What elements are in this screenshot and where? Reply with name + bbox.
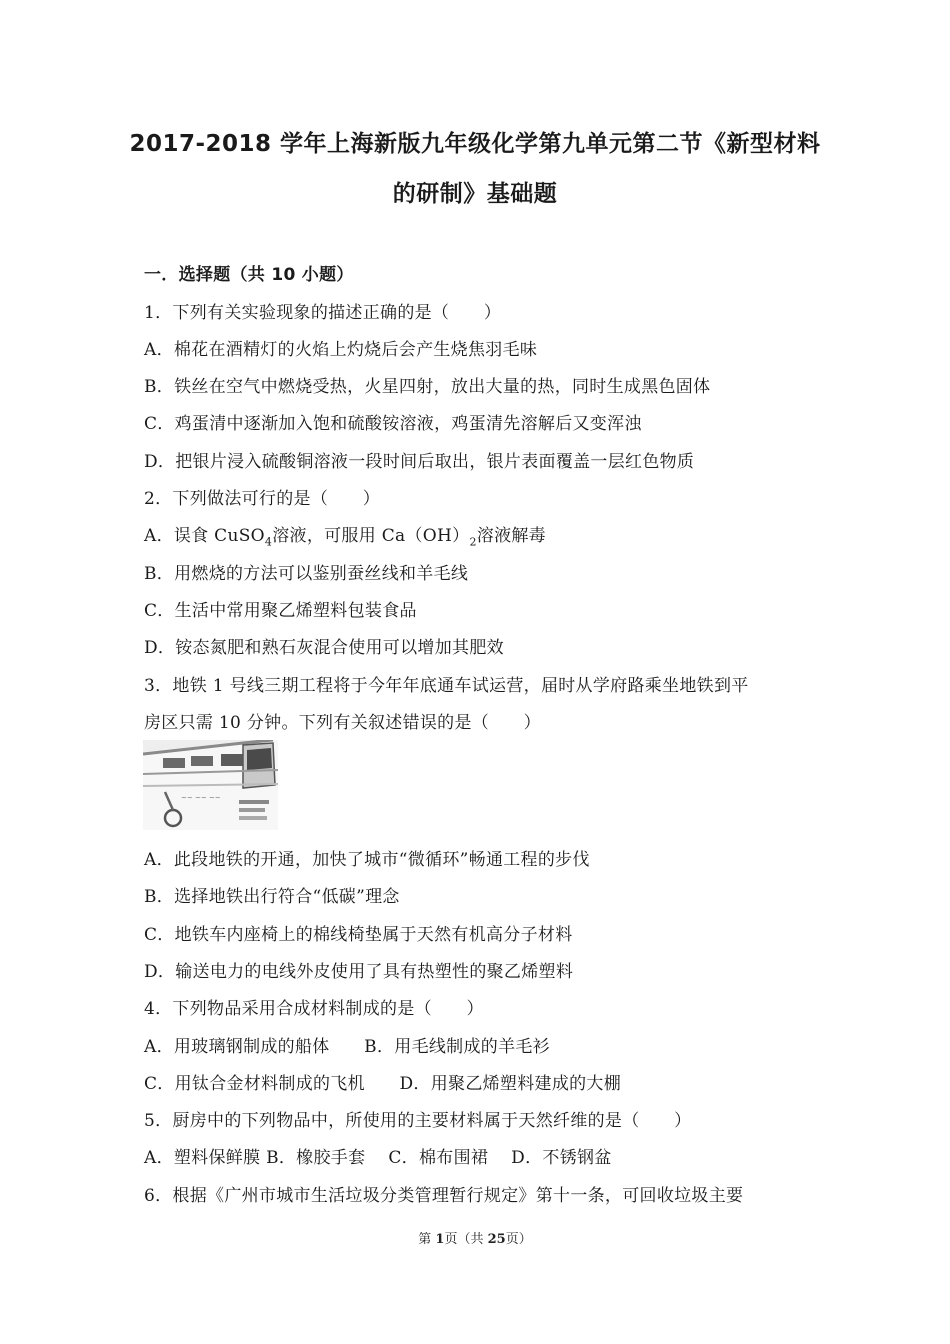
question-3-option-b: B．选择地铁出行符合“低碳”理念 [144, 887, 400, 907]
question-5-options: A．塑料保鲜膜 B．橡胶手套 C．棉布围裙 D．不锈钢盆 [144, 1148, 612, 1168]
question-1: 1．下列有关实验现象的描述正确的是（ ） [144, 303, 502, 323]
total-pages: 25 [487, 1232, 506, 1247]
question-3-option-c: C．地铁车内座椅上的棉线椅垫属于天然有机高分子材料 [144, 925, 573, 945]
document-title-line-2: 的研制》基础题 [392, 181, 558, 207]
footer-middle: 页（共 [444, 1232, 488, 1247]
question-2-option-c: C．生活中常用聚乙烯塑料包装食品 [144, 601, 417, 621]
question-5: 5．厨房中的下列物品中，所使用的主要材料属于天然纤维的是（ ） [144, 1111, 692, 1131]
question-1-option-c: C．鸡蛋清中逐渐加入饱和硫酸铵溶液，鸡蛋清先溶解后又变浑浊 [144, 414, 642, 434]
current-page-number: 1 [435, 1232, 445, 1247]
question-6: 6．根据《广州市城市生活垃圾分类管理暂行规定》第十一条，可回收垃圾主要 [144, 1186, 744, 1206]
question-3-line-1: 3．地铁 1 号线三期工程将于今年年底通车试运营，届时从学府路乘坐地铁到平 [144, 676, 749, 696]
question-1-option-d: D．把银片浸入硫酸铜溶液一段时间后取出，银片表面覆盖一层红色物质 [144, 452, 695, 472]
svg-text:~~ ~~ ~~: ~~ ~~ ~~ [181, 794, 221, 802]
option-a-text-end: 溶液解毒 [476, 526, 546, 546]
option-a-text-middle: 溶液，可服用 Ca（OH） [272, 526, 470, 546]
question-3-option-a: A．此段地铁的开通，加快了城市“微循环”畅通工程的步伐 [144, 850, 590, 870]
subway-train-photo [143, 740, 278, 830]
section-heading: 一．选择题（共 10 小题） [144, 265, 354, 285]
question-3-option-d: D．输送电力的电线外皮使用了具有热塑性的聚乙烯塑料 [144, 962, 574, 982]
subscript-4: 4 [264, 535, 273, 549]
question-2-option-b: B．用燃烧的方法可以鉴别蚕丝线和羊毛线 [144, 564, 469, 584]
subway-train-illustration [143, 740, 278, 830]
question-2-option-a [144, 521, 546, 548]
document-title-line-1: 2017-2018 学年上海新版九年级化学第九单元第二节《新型材料 [129, 131, 821, 157]
question-1-option-b: B．铁丝在空气中燃烧受热，火星四射，放出大量的热，同时生成黑色固体 [144, 377, 711, 397]
question-4: 4．下列物品采用合成材料制成的是（ ） [144, 999, 484, 1019]
subscript-2: 2 [469, 535, 477, 549]
question-3-line-2: 房区只需 10 分钟。下列有关叙述错误的是（ ） [144, 713, 541, 733]
question-4-options-ab: A．用玻璃钢制成的船体 B．用毛线制成的羊毛衫 [144, 1037, 550, 1057]
footer-prefix: 第 [418, 1232, 436, 1247]
question-1-option-a: A．棉花在酒精灯的火焰上灼烧后会产生烧焦羽毛味 [144, 340, 538, 360]
footer-suffix: 页） [505, 1232, 532, 1247]
question-2: 2．下列做法可行的是（ ） [144, 489, 381, 509]
question-4-options-cd: C．用钛合金材料制成的飞机 D．用聚乙烯塑料建成的大棚 [144, 1074, 622, 1094]
option-a-text-start: A．误食 CuSO [144, 526, 265, 546]
question-2-option-d: D．铵态氮肥和熟石灰混合使用可以增加其肥效 [144, 638, 504, 658]
page-footer [0, 1228, 950, 1247]
